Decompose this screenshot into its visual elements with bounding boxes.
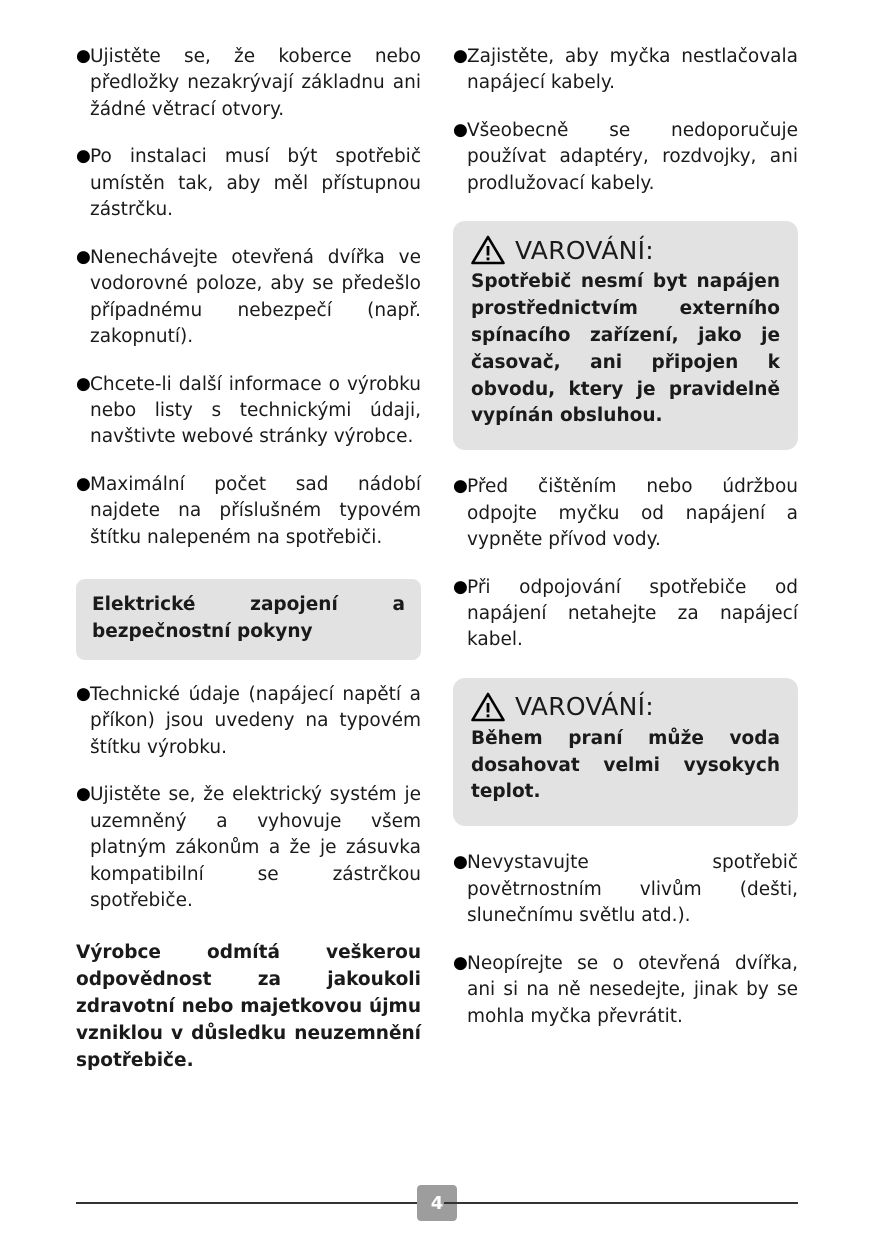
left-column (76, 44, 421, 1074)
warning-triangle-icon (471, 235, 505, 265)
bullet-icon: ● (453, 852, 468, 873)
bullet-icon: ● (453, 576, 468, 597)
list-item (76, 44, 421, 123)
warning-triangle-icon (471, 692, 505, 722)
list-item (76, 472, 421, 551)
right-column (453, 44, 798, 1074)
list-item-text: Zajistěte, aby myčka nestlačovala napájecí kabely. (467, 46, 798, 94)
bullet-icon: ● (76, 146, 91, 167)
bullet-icon: ● (76, 683, 91, 704)
list-item-text: Maximální počet sad nádobí najdete na příslušném typovém štítku nalepeném na spotřebiči. (90, 473, 421, 548)
list-item (453, 850, 798, 929)
two-column-layout (76, 44, 798, 1074)
bullet-icon: ● (76, 373, 91, 394)
list-item-text: Technické údaje (napájecí napětí a příkon) jsou uvedeny na typovém štítku výrobku. (90, 683, 421, 758)
page-number: 4 (417, 1185, 457, 1221)
bullet-icon: ● (453, 119, 468, 140)
list-item (453, 474, 798, 553)
warning-box-hot-water (453, 678, 798, 826)
bullet-icon: ● (453, 952, 468, 973)
warning-title: VAROVÁNÍ: (515, 235, 655, 265)
list-item (76, 682, 421, 761)
list-item-text: Při odpojování spotřebiče od napájení netahejte za napájecí kabel. (467, 576, 798, 651)
list-item-text: Chcete-li další informace o výrobku nebo listy s technickými údaji, navštivte webové stránky výrobce. (90, 373, 421, 448)
footer-rule-right (444, 1202, 798, 1204)
list-item (453, 951, 798, 1030)
list-item (453, 118, 798, 197)
footer-rule-left (76, 1202, 430, 1204)
bullet-icon: ● (76, 46, 91, 66)
warning-text: Během praní může voda dosahovat velmi vysokych teplot. (471, 727, 780, 803)
warning-header (471, 692, 780, 722)
list-item-text: Neopírejte se o otevřená dvířka, ani si na ně nesedejte, jinak by se mohla myčka převrátit. (467, 952, 798, 1027)
list-item (76, 144, 421, 223)
list-item (76, 245, 421, 351)
list-item-text: Všeobecně se nedoporučuje používat adaptéry, rozdvojky, ani prodlužovací kabely. (467, 119, 798, 194)
list-item (76, 782, 421, 914)
warning-title: VAROVÁNÍ: (515, 692, 655, 722)
page-footer (76, 1185, 798, 1221)
list-item (453, 575, 798, 654)
list-item-text: Ujistěte se, že koberce nebo předložky nezakrývají základnu ani žádné větrací otvory. (90, 46, 421, 120)
list-item-text: Nevystavujte spotřebič povětrnostním vlivům (dešti, slunečnímu světlu atd.). (467, 852, 798, 927)
bullet-icon: ● (453, 476, 468, 497)
list-item-text: Nenechávejte otevřená dvířka ve vodorovné poloze, aby se předešlo případnému nebezpečí (např. zakopnutí). (90, 246, 421, 348)
list-item-text: Ujistěte se, že elektrický systém je uzemněný a vyhovuje všem platným zákonům a že je zásuvka kompatibilní se zástrčkou spotřebiče. (90, 784, 421, 912)
disclaimer-paragraph: Výrobce odmítá veškerou odpovědnost za jakoukoli zdravotní nebo majetkovou újmu vzniklou v důsledku neuzemnění spotřebiče. (76, 941, 421, 1072)
warning-text: Spotřebič nesmí byt napájen prostřednictvím externího spínacího zařízení, jako je časovač, ani připojen k obvodu, ktery je pravidelně vypínán obsluhou. (471, 271, 780, 427)
bullet-icon: ● (76, 784, 91, 805)
list-item (76, 372, 421, 451)
list-item-text: Po instalaci musí být spotřebič umístěn tak, aby měl přístupnou zástrčku. (90, 146, 421, 221)
bullet-icon: ● (76, 473, 91, 494)
list-item (453, 44, 798, 97)
warning-header (471, 235, 780, 265)
list-item-text: Před čištěním nebo údržbou odpojte myčku od napájení a vypněte přívod vody. (467, 476, 798, 551)
bullet-icon: ● (76, 246, 91, 267)
warning-box-external-switch (453, 221, 798, 450)
section-heading-electrical: Elektrické zapojení a bezpečnostní pokyny (76, 579, 421, 660)
bullet-icon: ● (453, 46, 468, 66)
